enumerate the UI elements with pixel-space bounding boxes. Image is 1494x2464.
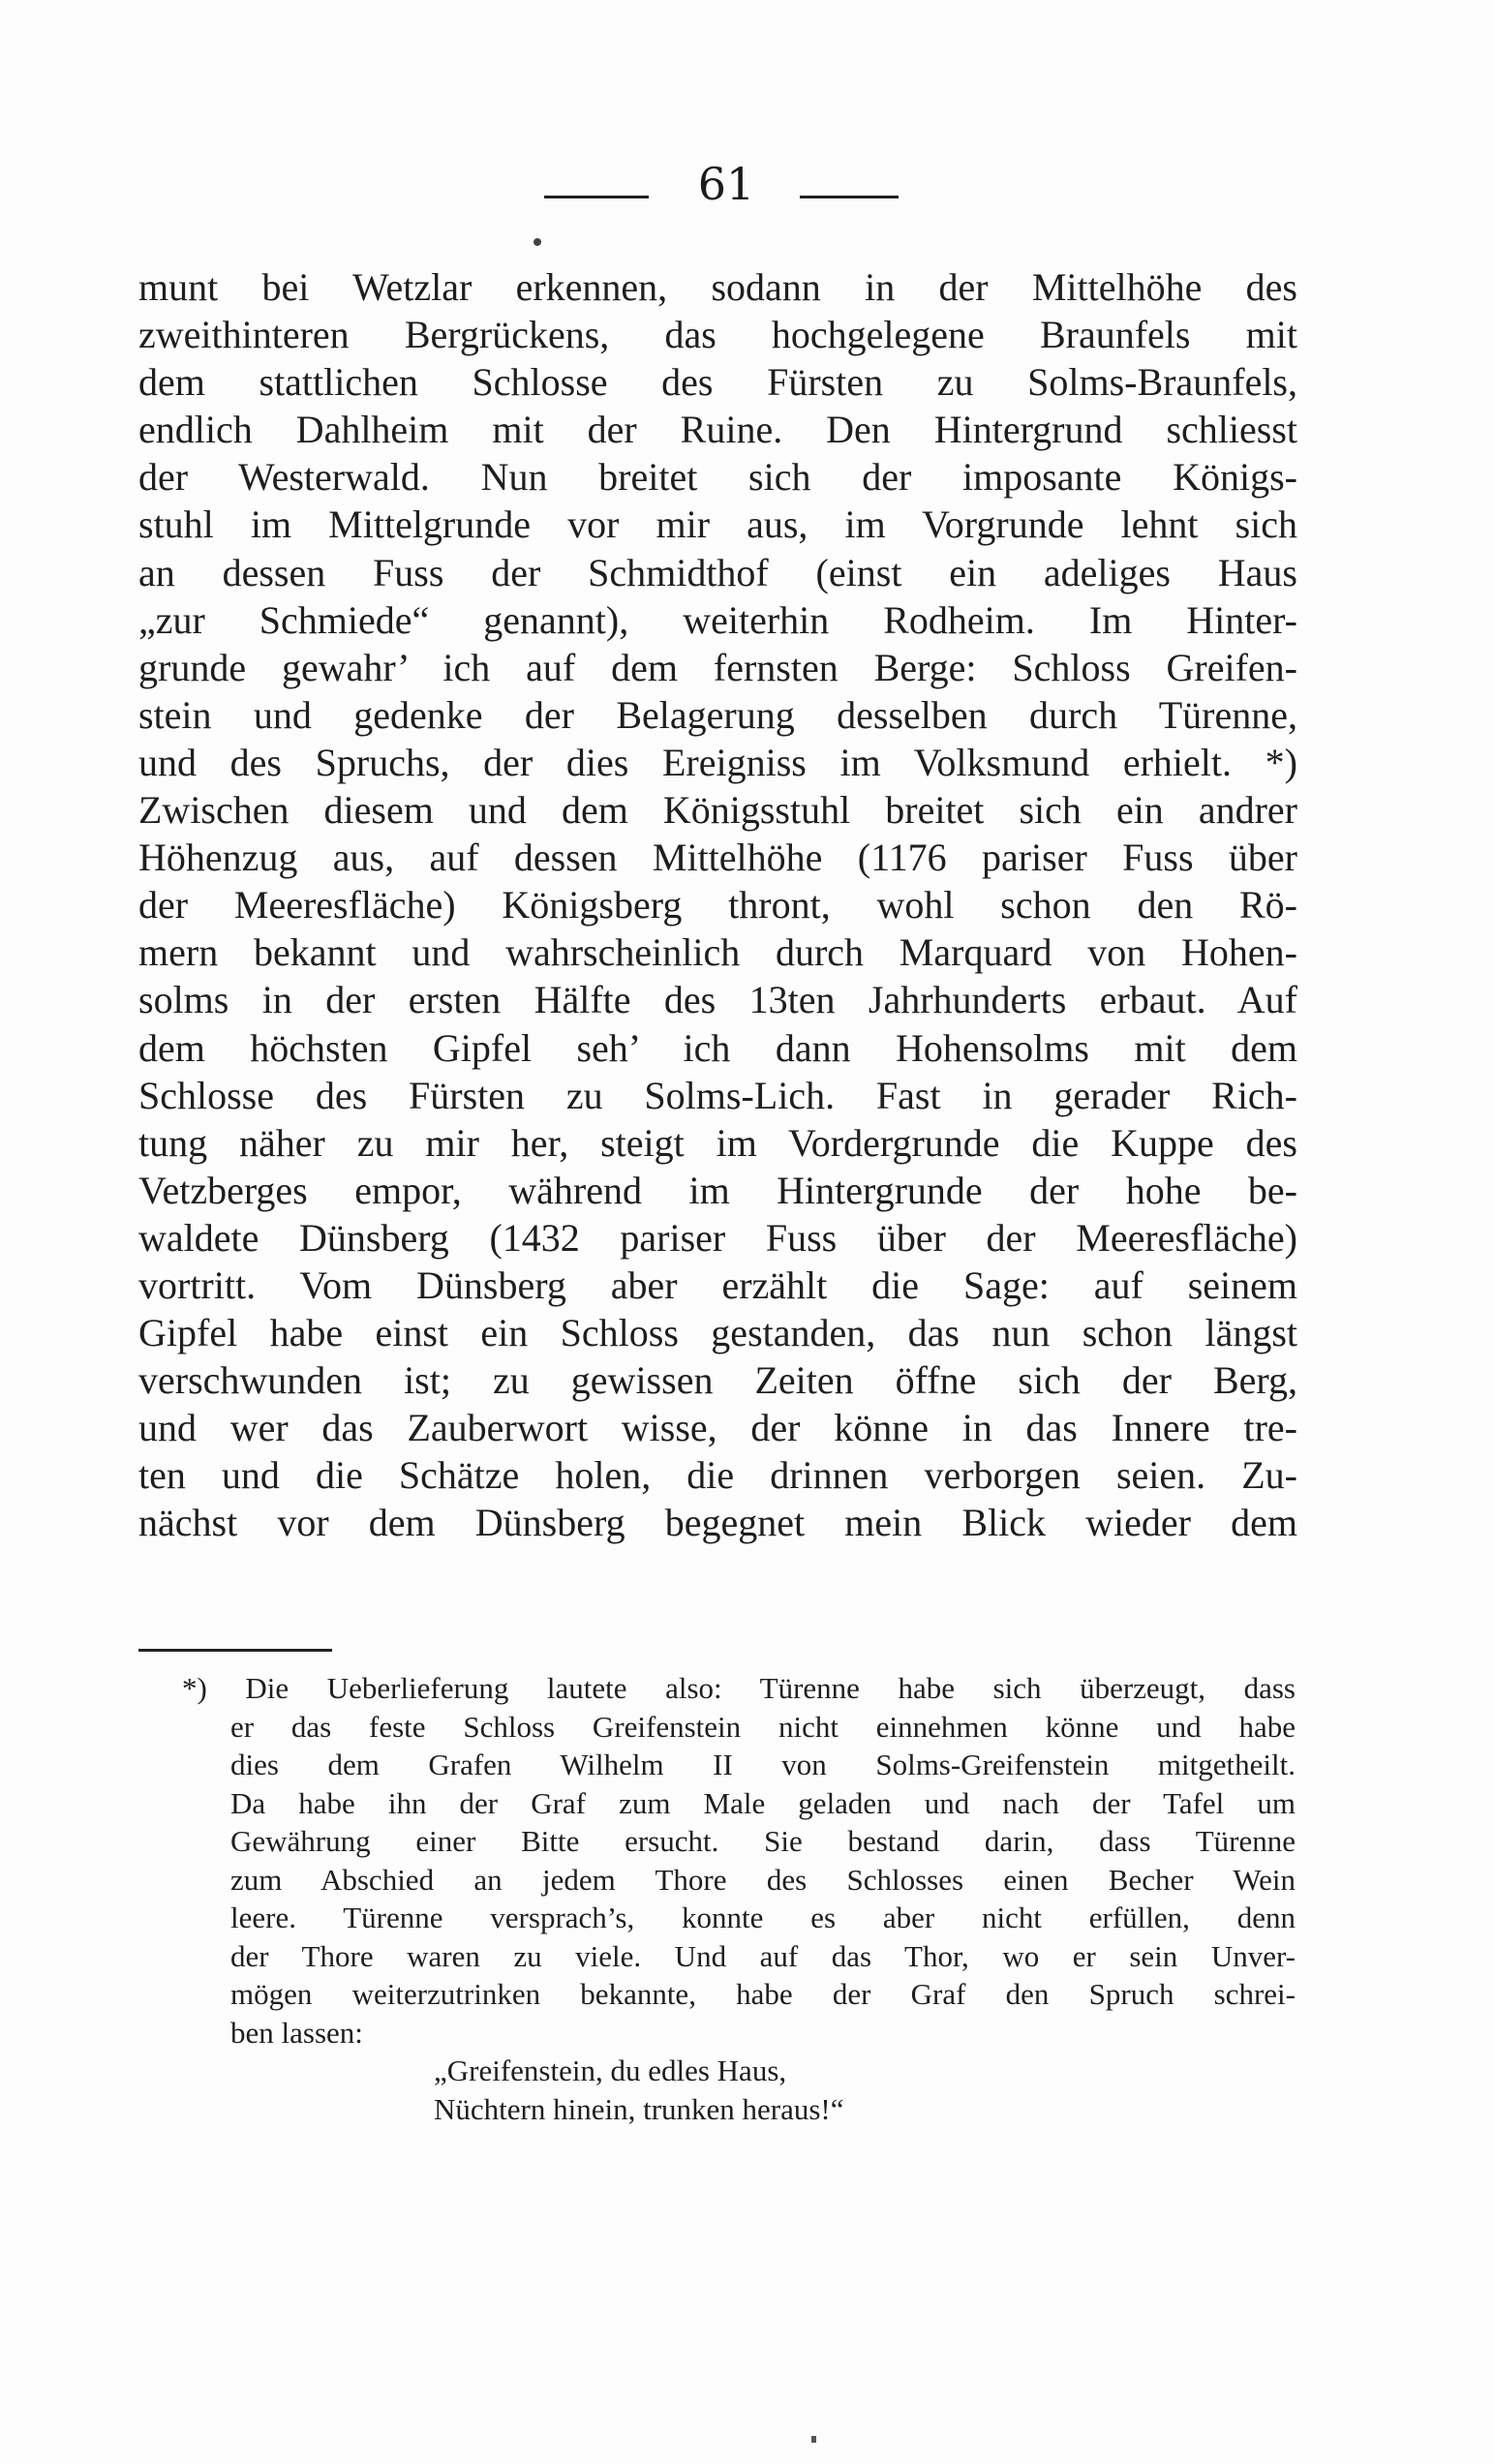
text-line: Gipfel habe einst ein Schloss gestanden, das nun schon längst — [138, 1311, 1297, 1355]
footnote-line: leere. Türenne versprach’s, konnte es aber nicht erfüllen, denn — [230, 1901, 1296, 1934]
page-header — [0, 155, 1494, 213]
text-line: munt bei Wetzlar erkennen, sodann in der Mittelhöhe des — [138, 265, 1297, 309]
text-line: stuhl im Mittelgrunde vor mir aus, im Vorgrunde lehnt sich — [138, 502, 1297, 547]
page-number: 61 — [697, 158, 755, 210]
text-line: der Westerwald. Nun breitet sich der imposante Königs- — [138, 455, 1297, 500]
text-line: an dessen Fuss der Schmidthof (einst ein adeliges Haus — [138, 550, 1297, 594]
text-line: Zwischen diesem und dem Königsstuhl breitet sich ein andrer — [138, 788, 1297, 833]
text-line: „zur Schmiede“ genannt), weiterhin Rodheim. Im Hinter- — [138, 597, 1297, 642]
text-line: zweithinteren Bergrückens, das hochgelegene Braunfels mit — [138, 313, 1297, 357]
footnote-line: dies dem Grafen Wilhelm II von Solms-Greifenstein mitgetheilt. — [230, 1748, 1296, 1781]
print-speck-mark — [811, 2436, 816, 2443]
text-line: nächst vor dem Dünsberg begegnet mein Blick wieder dem — [138, 1501, 1297, 1545]
text-line: dem stattlichen Schlosse des Fürsten zu Solms-Braunfels, — [138, 360, 1297, 405]
text-line: Höhenzug aus, auf dessen Mittelhöhe (1176 pariser Fuss über — [138, 836, 1297, 880]
main-text — [138, 263, 1297, 1547]
text-line: ten und die Schätze holen, die drinnen verborgen seien. Zu- — [138, 1453, 1297, 1498]
print-dot-mark — [534, 238, 541, 246]
footnote-rule — [138, 1649, 332, 1652]
text-line: tung näher zu mir her, steigt im Vordergrunde die Kuppe des — [138, 1120, 1297, 1165]
footnote — [182, 1669, 1296, 2128]
verse-line: „Greifenstein, du edles Haus, — [434, 2053, 787, 2087]
text-line: verschwunden ist; zu gewissen Zeiten öffne sich der Berg, — [138, 1358, 1297, 1403]
verse-line: Nüchtern hinein, trunken heraus!“ — [434, 2091, 844, 2126]
footnote-line: ben lassen: — [230, 2015, 363, 2050]
text-line: dem höchsten Gipfel seh’ ich dann Hohensolms mit dem — [138, 1025, 1297, 1070]
footnote-line: mögen weiterzutrinken bekannte, habe der Graf den Spruch schrei- — [230, 1977, 1296, 2011]
text-line: und des Spruchs, der dies Ereigniss im Volksmund erhielt. *) — [138, 740, 1297, 784]
footnote-line: Da habe ihn der Graf zum Male geladen und nach der Tafel um — [230, 1785, 1296, 1820]
footnote-line: er das feste Schloss Greifenstein nicht einnehmen könne und habe — [230, 1709, 1296, 1744]
text-line: vortritt. Vom Dünsberg aber erzählt die Sage: auf seinem — [138, 1262, 1297, 1307]
text-line: mern bekannt und wahrscheinlich durch Marquard von Hohen- — [138, 930, 1297, 975]
text-line: endlich Dahlheim mit der Ruine. Den Hintergrund schliesst — [138, 408, 1297, 452]
text-line: stein und gedenke der Belagerung desselben durch Türenne, — [138, 692, 1297, 737]
text-line: Vetzberges empor, während im Hintergrunde der hohe be- — [138, 1168, 1297, 1212]
text-line: solms in der ersten Hälfte des 13ten Jahrhunderts erbaut. Auf — [138, 978, 1297, 1022]
text-line: Schlosse des Fürsten zu Solms-Lich. Fast in gerader Rich- — [138, 1073, 1297, 1117]
footnote-line: zum Abschied an jedem Thore des Schlosses einen Becher Wein — [230, 1862, 1296, 1897]
footnote-line: der Thore waren zu viele. Und auf das Thor, wo er sein Unver- — [230, 1938, 1296, 1973]
text-line: der Meeresfläche) Königsberg thront, wohl schon den Rö- — [138, 883, 1297, 928]
header-rule-right — [800, 196, 899, 198]
header-rule-left — [544, 196, 649, 198]
footnote-line: Gewährung einer Bitte ersucht. Sie bestand darin, dass Türenne — [230, 1824, 1296, 1858]
text-line: und wer das Zauberwort wisse, der könne in das Innere tre- — [138, 1406, 1297, 1450]
text-line: waldete Dünsberg (1432 pariser Fuss über der Meeresfläche) — [138, 1215, 1297, 1260]
text-line: grunde gewahr’ ich auf dem fernsten Berge: Schloss Greifen- — [138, 645, 1297, 689]
footnote-line: *) Die Ueberlieferung lautete also: Türenne habe sich überzeugt, dass — [182, 1671, 1296, 1705]
